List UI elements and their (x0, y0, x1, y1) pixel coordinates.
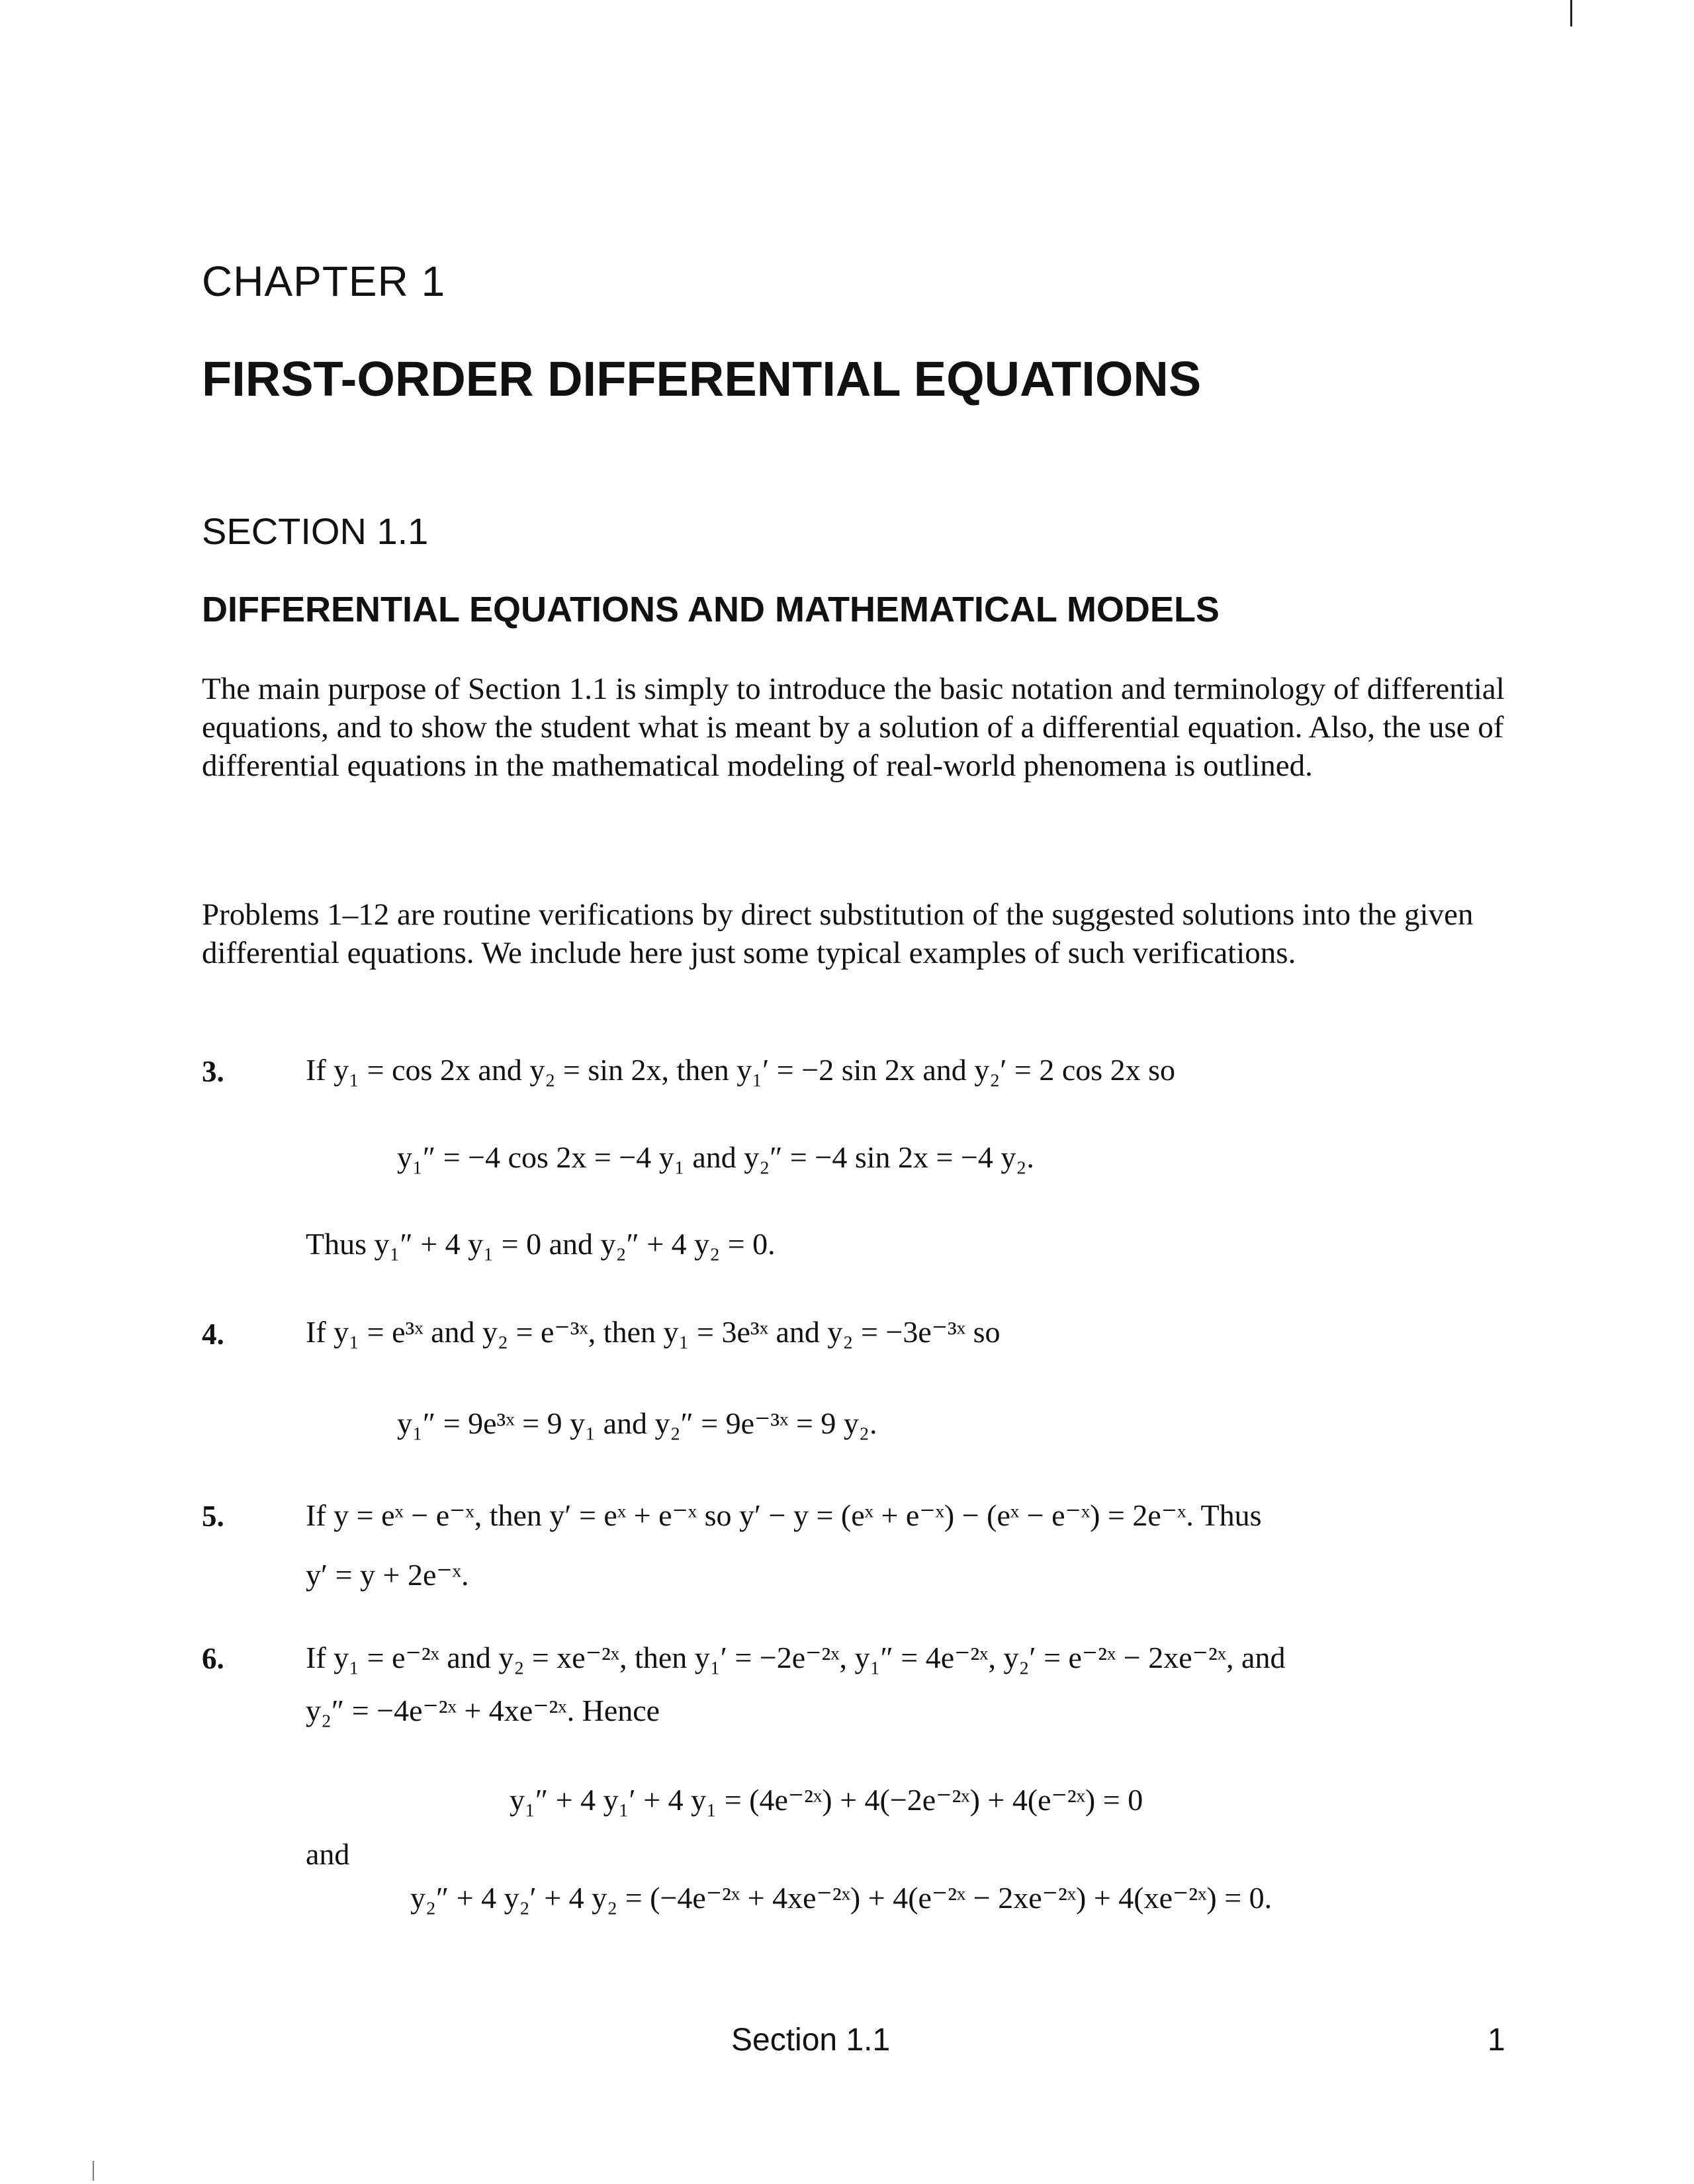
problem-3-line-2: y₁″ = −4 cos 2x = −4 y₁ and y₂″ = −4 sin 2x = −4 y₂. (397, 1140, 1034, 1174)
footer-section-label: Section 1.1 (731, 2023, 891, 2058)
problems-intro-paragraph: Problems 1–12 are routine verifications by direct substitution of the suggested solutions into the given differential equations. We include here just some typical examples of such verifications. (202, 897, 1474, 970)
page-number: 1 (1488, 2023, 1505, 2058)
problem-number-6: 6. (202, 1642, 224, 1675)
problem-6-and-label: and (306, 1837, 350, 1871)
problem-4-line-1: If y₁ = e³ˣ and y₂ = e⁻³ˣ, then y₁ = 3e³ˣ and y₂ = −3e⁻³ˣ so (306, 1315, 1001, 1349)
section-title: DIFFERENTIAL EQUATIONS AND MATHEMATICAL MODELS (202, 590, 1220, 629)
chapter-label: CHAPTER 1 (202, 257, 446, 305)
problem-6-line-4: y₂″ + 4 y₂′ + 4 y₂ = (−4e⁻²ˣ + 4xe⁻²ˣ) + 4(e⁻²ˣ − 2xe⁻²ˣ) + 4(xe⁻²ˣ) = 0. (410, 1881, 1272, 1915)
problem-3-line-1: If y₁ = cos 2x and y₂ = sin 2x, then y₁′ = −2 sin 2x and y₂′ = 2 cos 2x so (306, 1053, 1176, 1087)
problem-6-line-1: If y₁ = e⁻²ˣ and y₂ = xe⁻²ˣ, then y₁′ = −2e⁻²ˣ, y₁″ = 4e⁻²ˣ, y₂′ = e⁻²ˣ − 2xe⁻²ˣ, and (306, 1641, 1286, 1674)
problem-5-line-1: If y = eˣ − e⁻ˣ, then y′ = eˣ + e⁻ˣ so y′ − y = (eˣ + e⁻ˣ) − (eˣ − e⁻ˣ) = 2e⁻ˣ. Thus (306, 1498, 1262, 1532)
problem-3-line-3: Thus y₁″ + 4 y₁ = 0 and y₂″ + 4 y₂ = 0. (306, 1227, 776, 1261)
problem-number-4: 4. (202, 1318, 224, 1351)
intro-paragraph: The main purpose of Section 1.1 is simply to introduce the basic notation and terminology of differential equations, and to show the student what is meant by a solution of a differential equation. Also, the use of differential equations in the mathematical modeling of real-world phenomena is outlined. (202, 672, 1505, 783)
problem-4-line-2: y₁″ = 9e³ˣ = 9 y₁ and y₂″ = 9e⁻³ˣ = 9 y₂. (397, 1406, 877, 1440)
problem-number-3: 3. (202, 1055, 224, 1088)
problem-number-5: 5. (202, 1500, 224, 1533)
scan-mark-bottom-left (93, 2161, 94, 2181)
problem-6-line-3: y₁″ + 4 y₁′ + 4 y₁ = (4e⁻²ˣ) + 4(−2e⁻²ˣ) + 4(e⁻²ˣ) = 0 (510, 1783, 1143, 1817)
problem-6-line-2: y₂″ = −4e⁻²ˣ + 4xe⁻²ˣ. Hence (306, 1694, 660, 1727)
problem-5-line-2: y′ = y + 2e⁻ˣ. (306, 1558, 469, 1592)
section-label: SECTION 1.1 (202, 510, 429, 552)
scan-mark-right (1570, 0, 1572, 26)
chapter-title: FIRST-ORDER DIFFERENTIAL EQUATIONS (202, 351, 1202, 406)
